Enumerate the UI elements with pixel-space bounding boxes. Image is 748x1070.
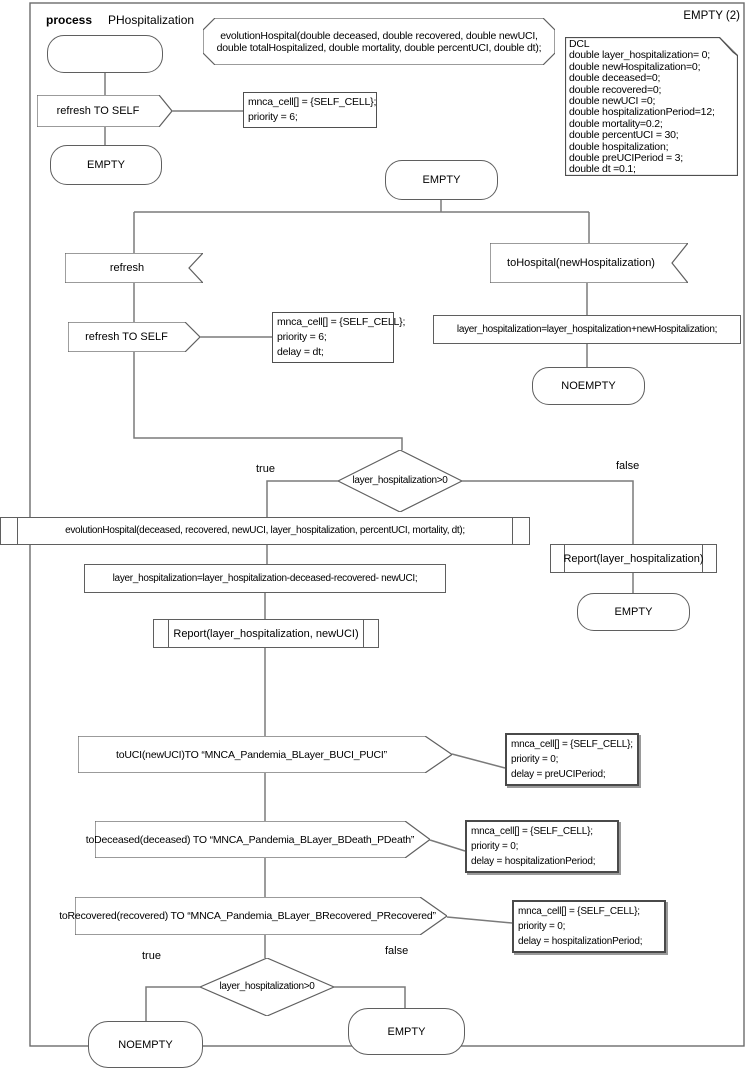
note-mnca-priority6-delay: mnca_cell[] = {SELF_CELL}; priority = 6; delay = dt;: [272, 312, 394, 363]
decision-layer-hospitalization-2: layer_hospitalization>0: [200, 958, 334, 1016]
send-torecovered: toRecovered(recovered) TO “MNCA_Pandemia_BLayer_BRecovered_PRecovered”: [75, 897, 447, 935]
note-touci: mnca_cell[] = {SELF_CELL}; priority = 0; delay = preUCIPeriod;: [505, 733, 639, 786]
process-keyword-label: process: [46, 13, 93, 27]
task-add-hospitalization: layer_hospitalization=layer_hospitalization+newHospitalization;: [433, 315, 741, 344]
receive-refresh: refresh: [65, 253, 203, 283]
state-empty-start: EMPTY: [50, 145, 162, 185]
label-false-1: false: [616, 460, 640, 472]
dcl-note: DCL double layer_hospitalization= 0; double newHospitalization=0; double deceased=0; double recovered=0; double newUCI =0; double hospitalizationPeriod=12; double mortality=0.2; double percentUCI = 30; double hospitalization; double preUCIPeriod = 3; double dt =0.1;: [565, 37, 738, 176]
label-true-2: true: [142, 950, 161, 962]
note-todeceased: mnca_cell[] = {SELF_CELL}; priority = 0; delay = hospitalizationPeriod;: [465, 820, 619, 873]
task-update-hospitalization: layer_hospitalization=layer_hospitalization-deceased-recovered- newUCI;: [84, 564, 446, 593]
note-torecovered: mnca_cell[] = {SELF_CELL}; priority = 0; delay = hospitalizationPeriod;: [512, 900, 666, 953]
note-mnca-priority6: mnca_cell[] = {SELF_CELL}; priority = 6;: [243, 92, 377, 128]
label-true-1: true: [256, 463, 275, 475]
send-todeceased: toDeceased(deceased) TO “MNCA_Pandemia_BLayer_BDeath_PDeath”: [95, 821, 430, 858]
call-report: Report(layer_hospitalization): [550, 544, 717, 573]
state-counter-label: EMPTY (2): [683, 10, 740, 22]
state-empty-main: EMPTY: [385, 160, 498, 200]
label-false-2: false: [385, 945, 409, 957]
state-noempty-bottom: NOEMPTY: [88, 1021, 203, 1068]
decision-layer-hospitalization-1: layer_hospitalization>0: [338, 450, 462, 512]
receive-tohospital: toHospital(newHospitalization): [490, 243, 688, 283]
send-refresh-to-self-2: refresh TO SELF: [68, 322, 200, 352]
process-name-label: PHospitalization: [108, 13, 195, 27]
send-refresh-to-self-1: refresh TO SELF: [37, 95, 172, 127]
call-evolution-hospital: evolutionHospital(deceased, recovered, newUCI, layer_hospitalization, percentUCI, mortality, dt);: [0, 517, 530, 545]
start-state: [47, 35, 163, 73]
send-touci: toUCI(newUCI)TO “MNCA_Pandemia_BLayer_BUCI_PUCI”: [78, 736, 452, 773]
state-empty-false: EMPTY: [577, 593, 690, 631]
call-report-newuci: Report(layer_hospitalization, newUCI): [153, 619, 379, 648]
state-empty-bottom: EMPTY: [348, 1008, 465, 1055]
declaration-hexagon: evolutionHospital(double deceased, double recovered, double newUCI, double totalHospitalized, double mortality, double percentUCI, double dt);: [203, 18, 555, 65]
state-noempty-right: NOEMPTY: [532, 367, 645, 405]
